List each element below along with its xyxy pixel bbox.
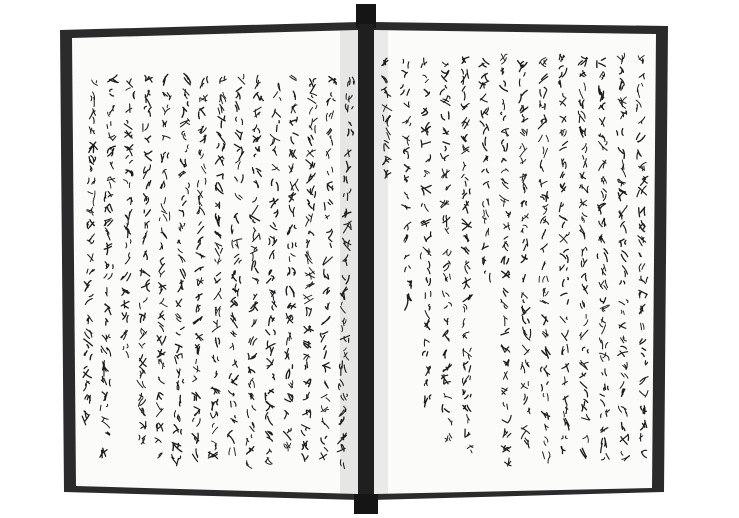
- right-page: [374, 30, 656, 494]
- left-page: [72, 30, 358, 494]
